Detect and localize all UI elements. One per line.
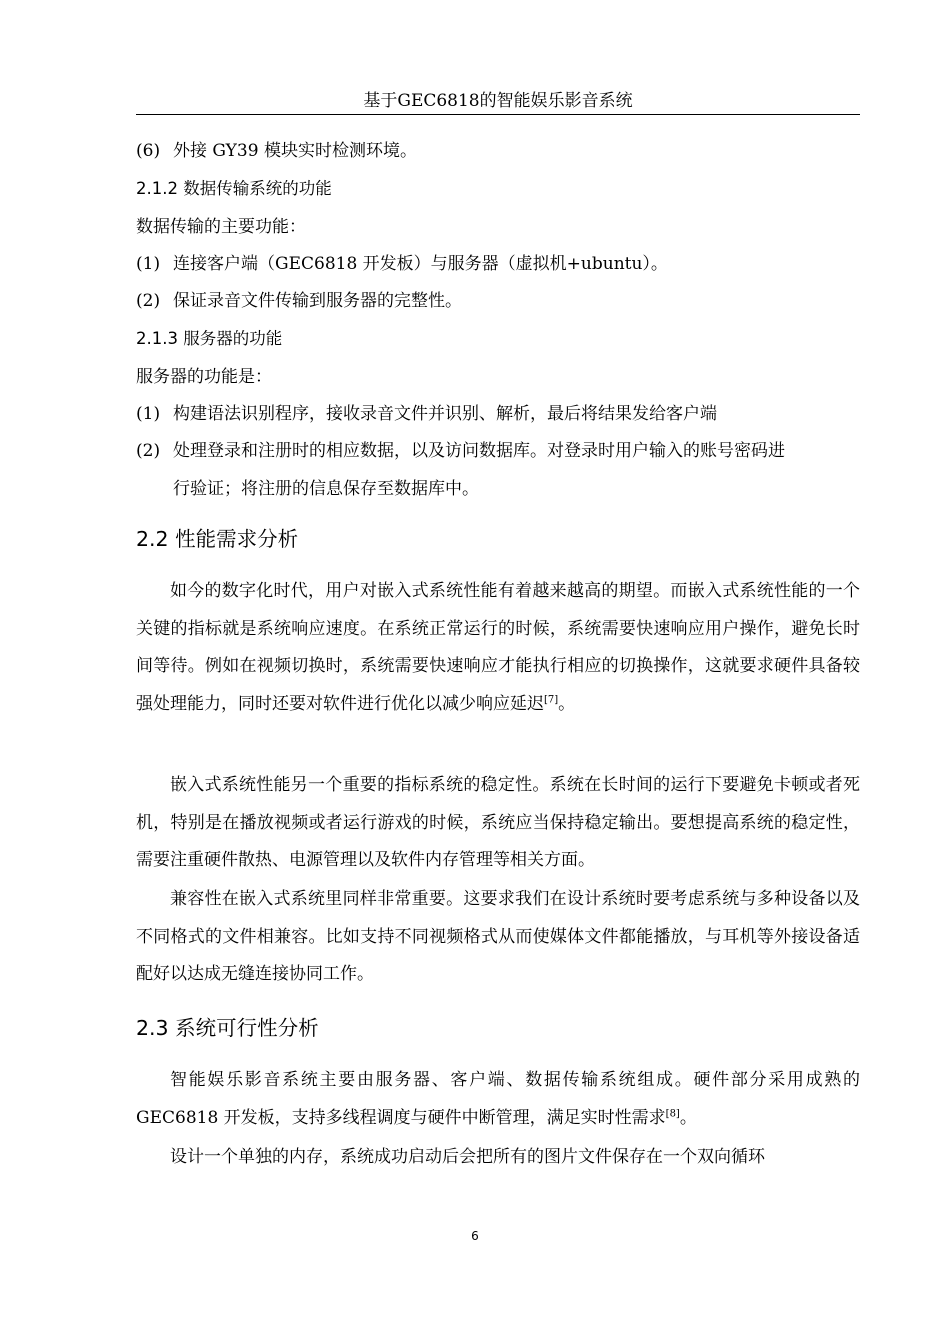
citation-ref: [8] xyxy=(665,1107,680,1119)
list-text: 保证录音文件传输到服务器的完整性。 xyxy=(173,291,462,311)
list-number: (1) xyxy=(136,254,161,274)
paragraph-text: 如今的数字化时代，用户对嵌入式系统性能有着越来越高的期望。而嵌入式系统性能的一个关键的指标就是系统响应速度。在系统正常运行的时候，系统需要快速响应用户操作，避免长时间等待。例如在视频切换时，系统需要快速响应才能执行相应的切换操作，这就要求硬件具备较强处理能力，同时还要对软件进行优化以减少响应延迟 xyxy=(136,581,860,714)
list-item-server-1 xyxy=(136,403,717,425)
list-item-6 xyxy=(136,140,417,162)
section-heading-2-3: 2.3 系统可行性分析 xyxy=(136,1016,319,1040)
list-number: (1) xyxy=(136,404,161,424)
subsection-heading-2-1-3: 2.1.3 服务器的功能 xyxy=(136,329,283,348)
citation-ref: [7] xyxy=(544,693,559,705)
server-intro: 服务器的功能是： xyxy=(136,367,272,387)
data-transfer-intro: 数据传输的主要功能： xyxy=(136,217,306,237)
page-number: 6 xyxy=(471,1229,479,1243)
paragraph-performance-1 xyxy=(136,573,860,723)
paragraph-feasibility-2: 设计一个单独的内存，系统成功启动后会把所有的图片文件保存在一个双向循环 xyxy=(170,1147,765,1167)
paragraph-feasibility-1 xyxy=(136,1062,860,1137)
paragraph-end: 。 xyxy=(558,693,576,714)
paragraph-text: 智能娱乐影音系统主要由服务器、客户端、数据传输系统组成。硬件部分采用成熟的 GEC6818 开发板，支持多线程调度与硬件中断管理，满足实时性需求 xyxy=(136,1070,860,1128)
paragraph-performance-2: 嵌入式系统性能另一个重要的指标系统的稳定性。系统在长时间的运行下要避免卡顿或者死机，特别是在播放视频或者运行游戏的时候，系统应当保持稳定输出。要想提高系统的稳定性，需要注重硬件散热、电源管理以及软件内存管理等相关方面。 xyxy=(136,775,860,870)
paragraph-end: 。 xyxy=(679,1107,697,1128)
list-item-data-1 xyxy=(136,253,668,275)
list-number: (6) xyxy=(136,141,161,161)
list-text: 连接客户端（GEC6818 开发板）与服务器（虚拟机+ubuntu）。 xyxy=(173,254,668,274)
list-item-data-2 xyxy=(136,290,462,312)
paragraph-performance-3: 兼容性在嵌入式系统里同样非常重要。这要求我们在设计系统时要考虑系统与多种设备以及不同格式的文件相兼容。比如支持不同视频格式从而使媒体文件都能播放，与耳机等外接设备适配好以达成无缝连接协同工作。 xyxy=(136,889,860,984)
running-header: 基于GEC6818的智能娱乐影音系统 xyxy=(363,91,633,111)
subsection-heading-2-1-2: 2.1.2 数据传输系统的功能 xyxy=(136,179,332,198)
list-text: 处理登录和注册时的相应数据，以及访问数据库。对登录时用户输入的账号密码进 xyxy=(173,441,785,461)
list-number: (2) xyxy=(136,441,161,461)
list-text: 构建语法识别程序，接收录音文件并识别、解析，最后将结果发给客户端 xyxy=(173,404,717,424)
section-heading-2-2: 2.2 性能需求分析 xyxy=(136,527,299,551)
list-item-server-2-continuation: 行验证；将注册的信息保存至数据库中。 xyxy=(173,479,479,499)
list-number: (2) xyxy=(136,291,161,311)
header-rule xyxy=(136,114,860,115)
list-item-server-2 xyxy=(136,440,785,462)
list-text: 外接 GY39 模块实时检测环境。 xyxy=(173,141,417,161)
